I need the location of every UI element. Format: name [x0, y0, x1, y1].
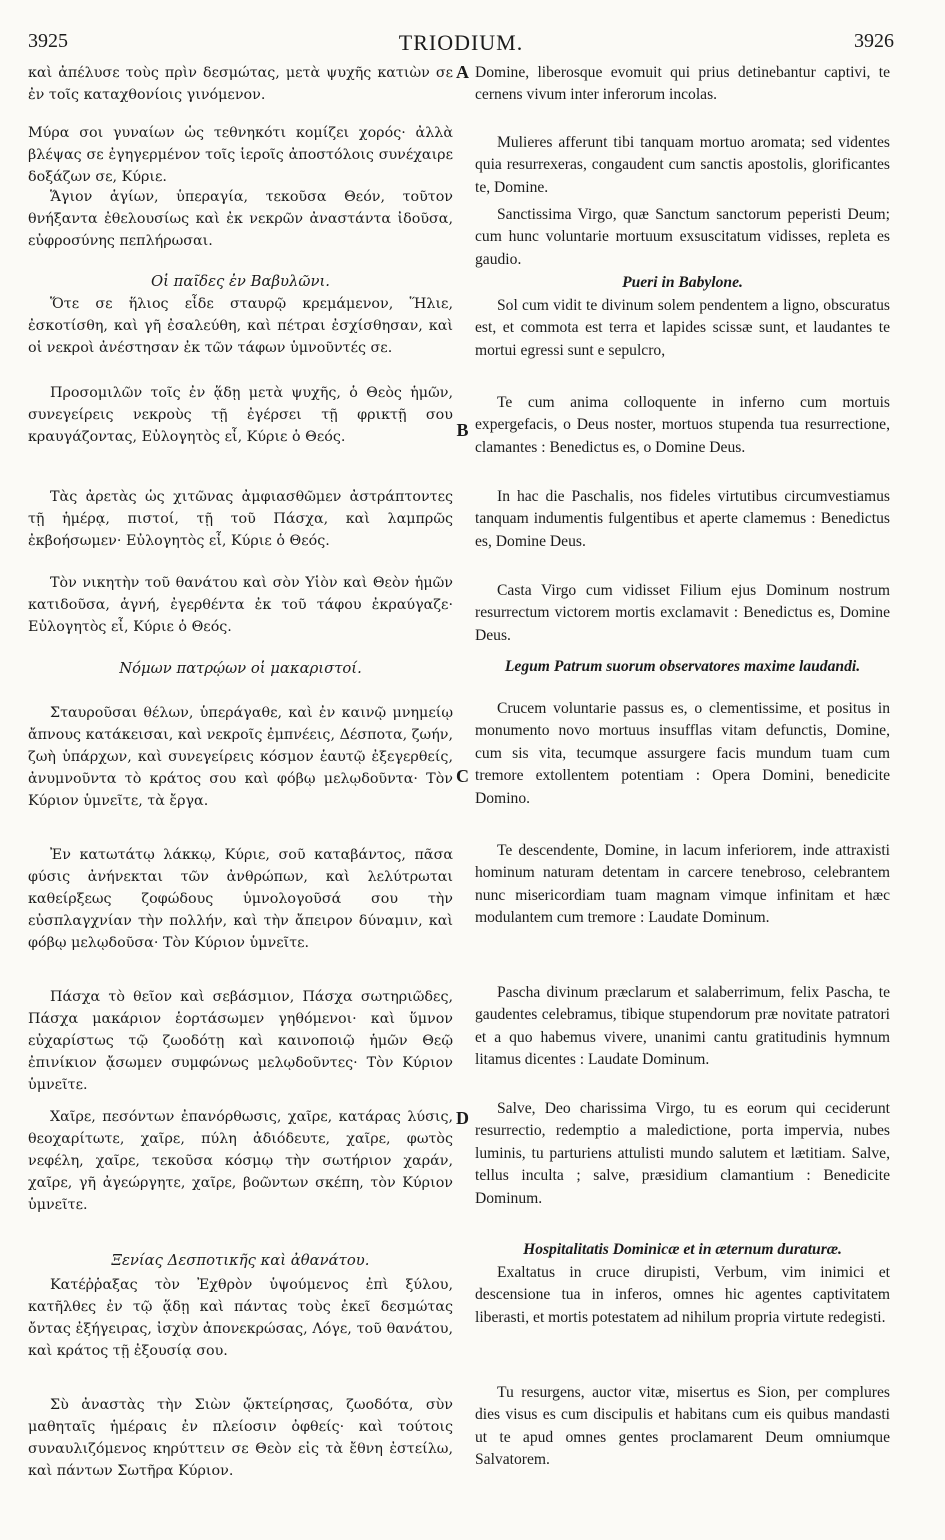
latin-paragraph: Sanctissima Virgo, quæ Sanctum sanctorum peperisti Deum; cum hunc voluntarie mortuum exsuscitatum vidisses, repleta es gaudio. [475, 206, 890, 268]
latin-block-13 [475, 1240, 890, 1259]
latin-paragraph: Pascha divinum præclarum et salaberrimum, felix Pascha, te gaudentes celebramus, tibique stupendorum præ novitate patratori et a quo habemus vivere, unanimi cantu gratitudinis hymnum litamus dicentes : Laudate Dominum. [475, 984, 890, 1069]
greek-paragraph: Ἐν κατωτάτῳ λάκκῳ, Κύριε, σοῦ καταβάντος, πᾶσα φύσις ἀνήνεκται τῶν ἀνθρώπων, καὶ λελύτρωται καθείρξεως ζοφώδους ὑμνολογοῦσά σου τὴν εὐσπλαγχνίαν τὴν πολλήν, καὶ τὴν ἄπειρον δύναμιν, καὶ φόβῳ μελῳδοῦσα· Τὸν Κύριον ὑμνεῖτε. [28, 847, 453, 952]
margin-letter-c: C [456, 766, 469, 786]
greek-block-4 [28, 293, 453, 359]
latin-paragraph: Domine, liberosque evomuit qui prius detinebantur captivi, te cernens vivum inter inferorum incolas. [475, 64, 890, 104]
latin-block-8 [475, 657, 890, 676]
greek-section-heading: Ξενίας Δεσποτικῆς καὶ ἀθανάτου. [111, 1252, 370, 1269]
greek-block-10 [28, 844, 453, 954]
latin-paragraph: Mulieres afferunt tibi tanquam mortuo aromata; sed videntes quia resurrexeras, congaudent cum sanctis apostolis, glorificantes te, Domine. [475, 134, 890, 196]
greek-block-2 [28, 186, 453, 252]
greek-block-1 [28, 122, 453, 188]
latin-block-14 [475, 1262, 890, 1329]
latin-block-5 [475, 392, 890, 459]
greek-section-heading: Οἱ παῖδες ἐν Βαβυλῶνι. [151, 273, 330, 290]
greek-block-7 [28, 572, 453, 638]
greek-paragraph: Σὺ ἀναστὰς τὴν Σιὼν ᾤκτείρησας, ζωοδότα, σὺν μαθηταῖς ἡμέραις ἐν πλείοσιν ὀφθείς· καὶ τούτοις συναυλιζόμενος κηρύττειν σε Θεὸν εἰς τὰ ἔθνη ἐστείλω, καὶ πάντων Σωτῆρα Κύριον. [28, 1397, 453, 1480]
latin-paragraph: Tu resurgens, auctor vitæ, misertus es Sion, per complures dies visus es cum discipulis et habitans cum eis quibus mandasti ut te apud omnes gentes proclamarent Deum omniumque Salvatorem. [475, 1384, 890, 1469]
greek-paragraph: Σταυροῦσαι θέλων, ὑπεράγαθε, καὶ ἐν καινῷ μνημείῳ ἄπνους κατάκεισαι, καὶ νεκροῖς ἐμπνέεις, Δέσποτα, ζωήν, ζωὴ ὑπάρχων, καὶ συνεγείρεις κόσμον ἑαυτῷ ἐξεγερθείς, ἀνυμνοῦντα τὸ κράτος σου καὶ φόβῳ μελῳδοῦντα· Τὸν Κύριον ὑμνεῖτε, τὰ ἔργα. [28, 705, 453, 810]
greek-block-14 [28, 1274, 453, 1362]
latin-block-2 [475, 204, 890, 271]
latin-block-4 [475, 295, 890, 362]
latin-section-heading: Hospitalitatis Dominicæ et in æternum duraturæ. [523, 1241, 842, 1258]
greek-paragraph: Τὸν νικητὴν τοῦ θανάτου καὶ σὸν Υἱὸν καὶ Θεὸν ἡμῶν κατιδοῦσα, ἁγνή, ἐγερθέντα ἐκ τοῦ τάφου ἐκραύγαζε· Εὐλογητὸς εἶ, Κύριε ὁ Θεός. [28, 575, 453, 636]
page-number-left: 3925 [28, 30, 68, 52]
latin-block-0 [475, 62, 890, 107]
greek-section-heading: Νόμων πατρῴων οἱ μακαριστοί. [119, 660, 362, 677]
margin-letter-b: B [456, 420, 469, 440]
greek-block-6 [28, 486, 453, 552]
latin-paragraph: Crucem voluntarie passus es, o clementissime, et positus in monumento novo mortuus insufflas vitam defunctis, Domine, cum sis vita, tecumque assurgere facis mundum tuam cum tremore extollentem potentiam : Opera Domini, benedicite Domino. [475, 700, 890, 807]
greek-paragraph: Χαῖρε, πεσόντων ἐπανόρθωσις, χαῖρε, κατάρας λύσις, θεοχαρίτωτε, χαῖρε, πύλη ἀδιόδευτε, χαῖρε, φωτὸς νεφέλη, χαῖρε, τεκοῦσα κόσμῳ τὴν σωτήριον χαράν, χαῖρε, γῆ ἀγεώργητε, χαῖρε, βοῶντων σκέπη, τὸν Κύριον ὑμνεῖτε. [28, 1109, 453, 1214]
greek-paragraph: Πάσχα τὸ θεῖον καὶ σεβάσμιον, Πάσχα σωτηριῶδες, Πάσχα μακάριον ἑορτάσωμεν γηθόμενοι· καὶ ὕμνον εὐχαρίστως τῷ ζωοδότῃ καὶ καινοποιῷ ἡμῶν Θεῷ ἐπινίκιον ᾄσωμεν συμφώνως μελῳδοῦντες· Τὸν Κύριον ὑμνεῖτε. [28, 989, 453, 1094]
greek-block-13 [28, 1250, 453, 1272]
latin-block-9 [475, 698, 890, 810]
latin-paragraph: Te descendente, Domine, in lacum inferiorem, inde attraxisti hominum naturam detentam in carcere tenebroso, celebrantem nunc misericordiam tuam magnam vimque infinitam et hæc modulantem cum tremore : Laudate Dominum. [475, 842, 890, 927]
greek-paragraph: Ἅγιον ἁγίων, ὑπεραγία, τεκοῦσα Θεόν, τοῦτον θνήξαντα ἐθελουσίως καὶ ἐκ νεκρῶν ἀναστάντα ἰδοῦσα, εὐφροσύνης πεπλήρωσαι. [28, 189, 453, 250]
greek-paragraph: καὶ ἀπέλυσε τοὺς πρὶν δεσμώτας, μετὰ ψυχῆς κατιὼν σε ἐν τοῖς καταχθονίοις γινόμενον. [28, 65, 453, 104]
greek-block-3 [28, 271, 453, 293]
page-header [28, 30, 894, 60]
greek-block-0 [28, 62, 453, 106]
page-number-right: 3926 [854, 30, 894, 52]
greek-paragraph: Ὅτε σε ἥλιος εἶδε σταυρῷ κρεμάμενον, Ἥλιε, ἐσκοτίσθη, καὶ γῆ ἐσαλεύθη, καὶ πέτραι ἐσχίσθησαν, καὶ οἱ νεκροὶ ἀνέστησαν ἐκ τῶν τάφων ὑμνοῦντές σε. [28, 296, 453, 357]
latin-block-15 [475, 1382, 890, 1472]
greek-block-15 [28, 1394, 453, 1482]
greek-block-8 [28, 658, 453, 680]
greek-block-5 [28, 382, 453, 448]
latin-block-3 [475, 273, 890, 292]
latin-paragraph: Salve, Deo charissima Virgo, tu es eorum qui ceciderunt resurrectio, redemptio a maledictione, porta impervia, nubes luminis, tu parturiens attulisti mundo salutem et lætitiam. Salve, tellus inculta ; salve, præsidium clamantium : Benedicite Dominum. [475, 1100, 890, 1207]
latin-block-12 [475, 1098, 890, 1210]
latin-paragraph: Casta Virgo cum vidisset Filium ejus Dominum nostrum resurrectum victorem mortis exclamavit : Benedictus es, Domine Deus. [475, 582, 890, 644]
latin-paragraph: Sol cum vidit te divinum solem pendentem a ligno, obscuratus est, et commota est terra et lapides scissæ sunt, et laudantes te mortui egressi sunt e sepulcro, [475, 297, 890, 359]
latin-block-10 [475, 840, 890, 930]
latin-block-6 [475, 486, 890, 553]
margin-letter-d: D [456, 1108, 469, 1128]
greek-block-9 [28, 702, 453, 812]
greek-paragraph: Κατέῤῥαξας τὸν Ἐχθρὸν ὑψούμενος ἐπὶ ξύλου, κατῆλθες ἐν τῷ ᾅδῃ καὶ πάντας τοὺς ἐκεῖ δεσμώτας ὄντας ἐξήγειρας, ἰσχὺν ἀπονεκρώσας, Λόγε, τοῦ θανάτου, καὶ κράτος τῇ ἐξουσίᾳ σου. [28, 1277, 453, 1360]
running-title: TRIODIUM. [398, 30, 524, 55]
latin-block-1 [475, 132, 890, 199]
greek-paragraph: Προσομιλῶν τοῖς ἐν ᾅδῃ μετὰ ψυχῆς, ὁ Θεὸς ἡμῶν, συνεγείρεις νεκροὺς τῇ ἐγέρσει τῇ φρικτῇ σου κραυγάζοντας, Εὐλογητὸς εἶ, Κύριε ὁ Θεός. [28, 385, 453, 446]
latin-block-7 [475, 580, 890, 647]
margin-letter-a: A [456, 62, 469, 82]
greek-paragraph: Μύρα σοι γυναίων ὡς τεθνηκότι κομίζει χορός· ἀλλὰ βλέψας σε ἐγηγερμένον τοῖς ἱεροῖς ἀποστόλοις συνέχαιρε δοξάζων σε, Κύριε. [28, 125, 453, 186]
greek-paragraph: Τὰς ἀρετὰς ὡς χιτῶνας ἀμφιασθῶμεν ἀστράπτοντες τῇ ἡμέρᾳ, πιστοί, τῇ τοῦ Πάσχα, καὶ λαμπρῶς ἐκβοήσωμεν· Εὐλογητὸς εἶ, Κύριε ὁ Θεός. [28, 489, 453, 550]
latin-section-heading: Legum Patrum suorum observatores maxime laudandi. [504, 658, 861, 675]
greek-block-11 [28, 986, 453, 1096]
greek-block-12 [28, 1106, 453, 1216]
latin-section-heading: Pueri in Babylone. [622, 274, 743, 291]
latin-paragraph: Te cum anima colloquente in inferno cum mortuis expergefacis, o Deus noster, mortuos stupenda tua resurrectione, clamantes : Benedictus es, o Domine Deus. [475, 394, 890, 456]
latin-paragraph: In hac die Paschalis, nos fideles virtutibus circumvestiamus tanquam indumentis fulgentibus et aperte clamemus : Benedictus es, Domine Deus. [475, 488, 890, 550]
latin-paragraph: Exaltatus in cruce dirupisti, Verbum, vim inimici et descensione tua in inferos, omnes hic agentes captivitatem liberasti, et mortis potestatem ad nihilum propria virtute redegisti. [475, 1264, 890, 1326]
latin-block-11 [475, 982, 890, 1072]
